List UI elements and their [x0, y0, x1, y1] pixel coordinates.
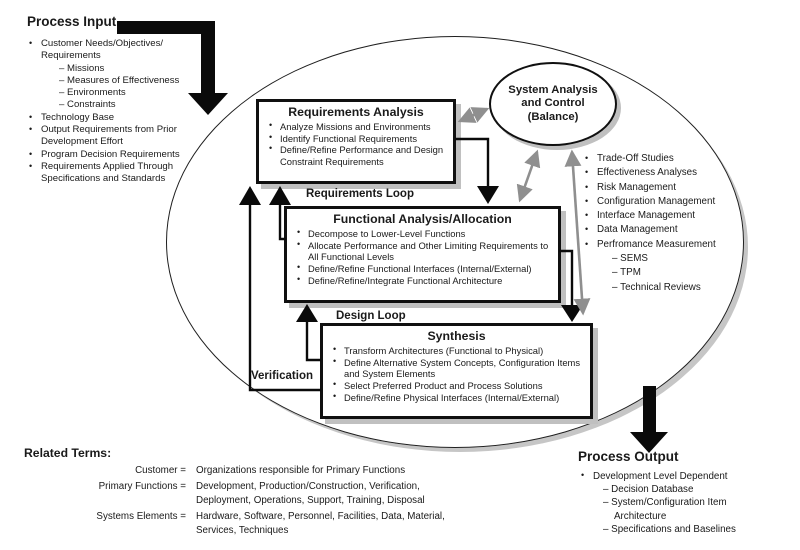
- functional-analysis-box: [284, 206, 561, 303]
- list-item: • Technology Base: [28, 112, 192, 124]
- term-cell: Customer =: [135, 465, 186, 476]
- list-item: • Development Level Dependent: [580, 470, 785, 483]
- related-terms-table: [24, 464, 496, 540]
- list-item: • Trade-Off Studies: [584, 152, 772, 166]
- table-row: [24, 480, 496, 507]
- control-activities-list: [584, 152, 772, 295]
- list-item: • Effectiveness Analyses: [584, 166, 772, 180]
- related-terms-title: Related Terms:: [24, 446, 112, 460]
- list-item: – Measures of Effectiveness: [58, 75, 192, 87]
- requirements-analysis-list: [269, 121, 449, 168]
- system-analysis-control-ellipse: [489, 62, 617, 146]
- definition-line: Hardware, Software, Personnel, Facilities, Data, Material,: [196, 511, 445, 523]
- list-item: • Allocate Performance and Other Limiting Requirements to All Functional Levels: [297, 240, 554, 263]
- list-item: – Missions: [58, 63, 192, 75]
- process-input-arrowhead-icon: [188, 93, 228, 115]
- list-item: – Technical Reviews: [611, 281, 772, 295]
- process-output-list: [580, 470, 785, 536]
- list-item: – Decision Database: [602, 483, 752, 496]
- requirements-loop-label: Requirements Loop: [306, 188, 414, 200]
- list-item: • Risk Management: [584, 181, 772, 195]
- term-cell: Primary Functions =: [98, 481, 186, 493]
- list-item: – TPM: [611, 266, 772, 280]
- table-row: [24, 464, 496, 477]
- box-title: Synthesis: [427, 329, 486, 343]
- list-item: • Select Preferred Product and Process Solutions: [333, 380, 586, 392]
- definition-line: Services, Techniques: [196, 524, 289, 536]
- process-output-arrow-vertical: [643, 386, 656, 432]
- synthesis-list: [333, 345, 586, 404]
- list-item: • Decompose to Lower-Level Functions: [297, 228, 554, 240]
- definition-line: Development, Production/Construction, Verification,: [196, 481, 420, 493]
- list-item: – Environments: [58, 87, 192, 99]
- process-input-title: Process Input: [27, 14, 117, 29]
- ellipse-text-line: and Control: [521, 97, 585, 110]
- definition-line: Organizations responsible for Primary Functions: [196, 465, 406, 476]
- list-item: – Specifications and Baselines: [602, 523, 752, 536]
- ellipse-text-line: (Balance): [527, 110, 579, 123]
- definition-line: Deployment, Operations, Support, Training, Disposal: [196, 494, 425, 506]
- list-item: • Interface Management: [584, 209, 772, 223]
- definition-cell: [196, 510, 496, 537]
- list-item: – SEMS: [611, 252, 772, 266]
- list-item: • Define Alternative System Concepts, Configuration Items and System Elements: [333, 357, 586, 380]
- verification-label: Verification: [251, 370, 313, 382]
- term-cell: Systems Elements =: [96, 511, 186, 523]
- box-title: Functional Analysis/Allocation: [333, 212, 512, 226]
- process-input-list: [28, 38, 192, 186]
- list-item: – System/Configuration Item Architecture: [602, 496, 752, 522]
- list-item: • Define/Refine Performance and Design Constraint Requirements: [269, 144, 449, 167]
- list-item: • Identify Functional Requirements: [269, 133, 449, 145]
- process-input-arrow-vertical: [201, 21, 215, 95]
- list-item: • Requirements Applied Through Specifications and Standards: [28, 161, 192, 186]
- definition-cell: [196, 480, 496, 507]
- list-item: • Configuration Management: [584, 195, 772, 209]
- synthesis-box: [320, 323, 593, 419]
- definition-cell: [196, 464, 496, 477]
- list-item: • Define/Refine Physical Interfaces (Internal/External): [333, 392, 586, 404]
- box-title: Requirements Analysis: [288, 105, 424, 119]
- list-item: • Analyze Missions and Environments: [269, 121, 449, 133]
- list-item: • Define/Refine/Integrate Functional Architecture: [297, 275, 554, 287]
- functional-analysis-list: [297, 228, 554, 287]
- list-item: • Transform Architectures (Functional to Physical): [333, 345, 586, 357]
- list-item: • Program Decision Requirements: [28, 149, 192, 161]
- list-item: • Output Requirements from Prior Development Effort: [28, 124, 192, 149]
- table-row: [24, 510, 496, 537]
- requirements-analysis-box: [256, 99, 456, 184]
- list-item: • Perfromance Measurement: [584, 238, 772, 252]
- design-loop-label: Design Loop: [336, 310, 406, 322]
- process-output-title: Process Output: [578, 449, 679, 464]
- list-item: – Constraints: [58, 99, 192, 111]
- list-item: • Data Management: [584, 223, 772, 237]
- ellipse-text-line: System Analysis: [508, 83, 598, 96]
- list-item: • Customer Needs/Objectives/ Requirements: [28, 38, 192, 63]
- list-item: • Define/Refine Functional Interfaces (Internal/External): [297, 263, 554, 275]
